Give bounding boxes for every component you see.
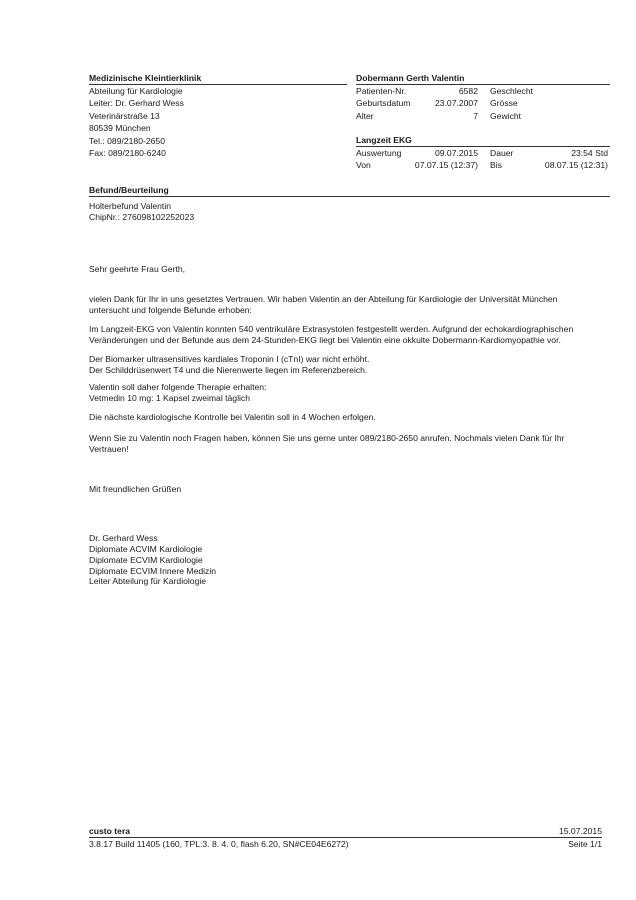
- letter-closing: Mit freundlichen Grüßen: [89, 484, 182, 494]
- patient-dob-value: 23.07.2007: [434, 98, 478, 108]
- clinic-head: Leiter: Dr. Gerhard Wess: [89, 98, 184, 108]
- clinic-street: Veterinärstraße 13: [89, 111, 160, 121]
- letter-p4-line2: Vetmedin 10 mg: 1 Kapsel zweimal täglich: [89, 393, 250, 403]
- letter-p4-line1: Valentin soll daher folgende Therapie erhalten:: [89, 382, 267, 392]
- patient-sex-label: Geschlecht: [490, 86, 533, 96]
- ekg-duration-label: Dauer: [490, 148, 514, 158]
- ekg-from-label: Von: [356, 160, 371, 170]
- letter-p1-line2: untersucht und folgende Befunde erhoben:: [89, 305, 252, 315]
- clinic-phone: Tel.: 089/2180-2650: [89, 136, 165, 146]
- ekg-eval-label: Auswertung: [356, 148, 402, 158]
- clinic-city: 80539 München: [89, 123, 151, 133]
- findings-line1: Holterbefund Valentin: [89, 201, 172, 211]
- findings-line2: ChipNr.: 276098102252023: [89, 212, 195, 222]
- letter-p1-line1: vielen Dank für Ihr in uns gesetztes Vertrauen. Wir haben Valentin an der Abteilung für Kardiologie der Universität München: [89, 294, 558, 304]
- patient-header: Dobermann Gerth Valentin: [356, 73, 465, 83]
- footer-brand: custo tera: [89, 826, 131, 836]
- letter-salutation: Sehr geehrte Frau Gerth,: [89, 264, 186, 274]
- signature-title-4: Leiter Abteilung für Kardiologie: [89, 576, 207, 586]
- footer-build: 3.8.17 Build 11405 (160, TPL:3. 8. 4. 0, flash 6.20, SN#CE04E6272): [89, 839, 349, 849]
- footer-date: 15.07.2015: [558, 826, 602, 836]
- clinic-name: Medizinische Kleintierklinik: [89, 73, 202, 83]
- signature-name: Dr. Gerhard Wess: [89, 533, 158, 543]
- ekg-to-value: 08.07.15 (12:31): [544, 160, 608, 170]
- patient-age-value: 7: [473, 111, 478, 121]
- clinic-fax: Fax: 089/2180-6240: [89, 148, 166, 158]
- patient-dob-label: Geburtsdatum: [356, 98, 411, 108]
- letter-p6-line2: Vertrauen!: [89, 444, 129, 454]
- letter-p2-line1: Im Langzeit-EKG von Valentin konnten 540 ventrikuläre Extrasystolen festgestellt werden. Aufgrund der echokardiographischen: [89, 324, 574, 334]
- patient-size-label: Grösse: [490, 98, 518, 108]
- signature-title-1: Diplomate ACVIM Kardiologie: [89, 544, 203, 554]
- footer-page: Seite 1/1: [568, 839, 602, 849]
- ekg-duration-value: 23:54 Std: [571, 148, 608, 158]
- patient-id-label: Patienten-Nr.: [356, 86, 407, 96]
- patient-id-value: 6582: [458, 86, 478, 96]
- findings-rule: [89, 196, 610, 197]
- patient-weight-label: Gewicht: [490, 111, 522, 121]
- letter-p2-line2: Veränderungen und der Befunde aus dem 24-Stunden-EKG liegt bei Valentin eine okkulte Dobermann-Kardiomyopathie vor.: [89, 335, 561, 345]
- signature-title-2: Diplomate ECVIM Kardiologie: [89, 555, 203, 565]
- letter-p6-line1: Wenn Sie zu Valentin noch Fragen haben, können Sie uns gerne unter 089/2180-2650 anrufen. Nochmals vielen Dank für Ihr: [89, 433, 565, 443]
- letter-p5: Die nächste kardiologische Kontrolle bei Valentin soll in 4 Wochen erfolgen.: [89, 412, 376, 422]
- ekg-eval-value: 09.07.2015: [434, 148, 478, 158]
- patient-age-label: Alter: [356, 111, 374, 121]
- clinic-department: Abteilung für Kardiologie: [89, 86, 183, 96]
- signature-title-3: Diplomate ECVIM Innere Medizin: [89, 566, 217, 576]
- letter-p3-line1: Der Biomarker ultrasensitives kardiales Troponin I (cTnI) war nicht erhöht.: [89, 354, 370, 364]
- ekg-from-value: 07.07.15 (12:37): [414, 160, 478, 170]
- ekg-header: Langzeit EKG: [356, 135, 412, 145]
- letter-p3-line2: Der Schilddrüsenwert T4 und die Nierenwerte liegen im Referenzbereich.: [89, 365, 368, 375]
- findings-header: Befund/Beurteilung: [89, 185, 169, 195]
- ekg-to-label: Bis: [490, 160, 502, 170]
